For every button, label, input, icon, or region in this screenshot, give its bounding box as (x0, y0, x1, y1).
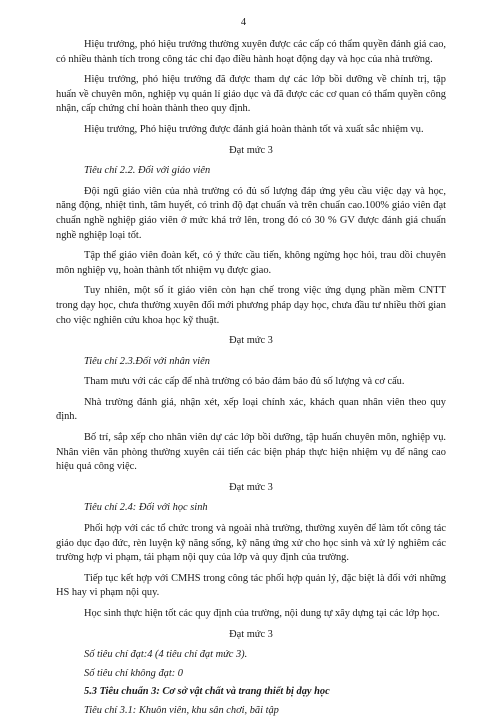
paragraph: Phối hợp với các tổ chức trong và ngoài nhà trường, thường xuyên để làm tốt công tác giáo dục đạo đức, rèn luyện kỹ năng sống, kỹ năng ứng xử cho học sinh và xử lý nghiêm các trường hợp vi phạm, tái phạm nội quy của lớp và quy định của trường. (56, 523, 446, 564)
rating-line: Đạt mức 3 (229, 628, 273, 640)
criterion-heading: Tiêu chí 2.4: Đối với học sinh (84, 502, 208, 514)
criterion-heading: Tiêu chí 2.3.Đối với nhân viên (84, 355, 210, 367)
document-body (56, 38, 446, 725)
paragraph: Nhà trường đánh giá, nhận xét, xếp loại chính xác, khách quan nhân viên theo quy định. (56, 396, 446, 423)
criterion-heading: Tiêu chí 3.1: Khuôn viên, khu sân chơi, bãi tập (84, 704, 279, 716)
page-number: 4 (240, 17, 247, 28)
paragraph: Hiệu trưởng, Phó hiệu trưởng được đánh giá hoàn thành tốt và xuất sắc nhiệm vụ. (84, 123, 424, 135)
paragraph: Học sinh thực hiện tốt các quy định của trường, nội dung tự xây dựng tại các lớp học. (84, 608, 440, 619)
paragraph: Bố trí, sắp xếp cho nhân viên dự các lớp bồi dưỡng, tập huấn chuyên môn, nghiệp vụ. Nhân viên văn phòng thường xuyên cải tiến các biện pháp thực hiện nhiệm vụ để nâng cao hiệu quả công việc. (56, 432, 446, 473)
paragraph: Tham mưu với các cấp để nhà trường có bảo đảm bảo đủ số lượng và cơ cấu. (84, 376, 405, 388)
summary-line: Số tiêu chí không đạt: 0 (84, 667, 183, 679)
paragraph: Tập thể giáo viên đoàn kết, có ý thức cầu tiến, không ngừng học hỏi, trau dồi chuyên môn nghiệp vụ, hoàn thành tốt nhiệm vụ được giao. (56, 250, 446, 276)
paragraph: Hiệu trưởng, phó hiệu trưởng đã được tham dự các lớp bồi dưỡng về chính trị, tập huấn về chuyên môn, nghiệp vụ quản lí giáo dục và đã được các cơ quan có thẩm quyền công nhận, cấp chứng chỉ hoàn thành theo quy định. (56, 74, 446, 115)
paragraph: Tuy nhiên, một số ít giáo viên còn hạn chế trong việc ứng dụng phần mềm CNTT trong dạy học, chưa thường xuyên đổi mới phương pháp dạy học, chưa đầu tư nhiều thời gian cho việc nghiên cứu khoa học kỹ thuật. (56, 285, 446, 326)
standard-heading: 5.3 Tiêu chuẩn 3: Cơ sở vật chất và trang thiết bị dạy học (84, 686, 330, 698)
paragraph: Hiệu trưởng, phó hiệu trưởng thường xuyên được các cấp có thẩm quyền đánh giá cao, có nhiều thành tích trong công tác chỉ đạo điều hành hoạt động dạy và học của nhà trường. (56, 39, 446, 65)
paragraph: Tiếp tục kết hợp với CMHS trong công tác phối hợp quản lý, đặc biệt là đối với những HS hay vi phạm nội quy. (56, 572, 446, 599)
rating-line: Đạt mức 3 (229, 144, 273, 156)
rating-line: Đạt mức 3 (229, 481, 273, 493)
paragraph: Đội ngũ giáo viên của nhà trường có đủ số lượng đáp ứng yêu cầu việc dạy và học, năng động, nhiệt tình, tâm huyết, có trình độ đạt chuẩn và trên chuẩn cao.100% giáo viên đạt chuẩn nghề nghiệp giáo viên ở mức khá trở lên, trong đó có 30 % GV được đánh giá chuẩn nghề nghiệp loại tốt. (56, 185, 446, 241)
summary-line: Số tiêu chí đạt:4 (4 tiêu chí đạt mức 3). (84, 649, 248, 661)
rating-line: Đạt mức 3 (229, 335, 273, 347)
criterion-heading: Tiêu chí 2.2. Đối với giáo viên (84, 165, 211, 177)
